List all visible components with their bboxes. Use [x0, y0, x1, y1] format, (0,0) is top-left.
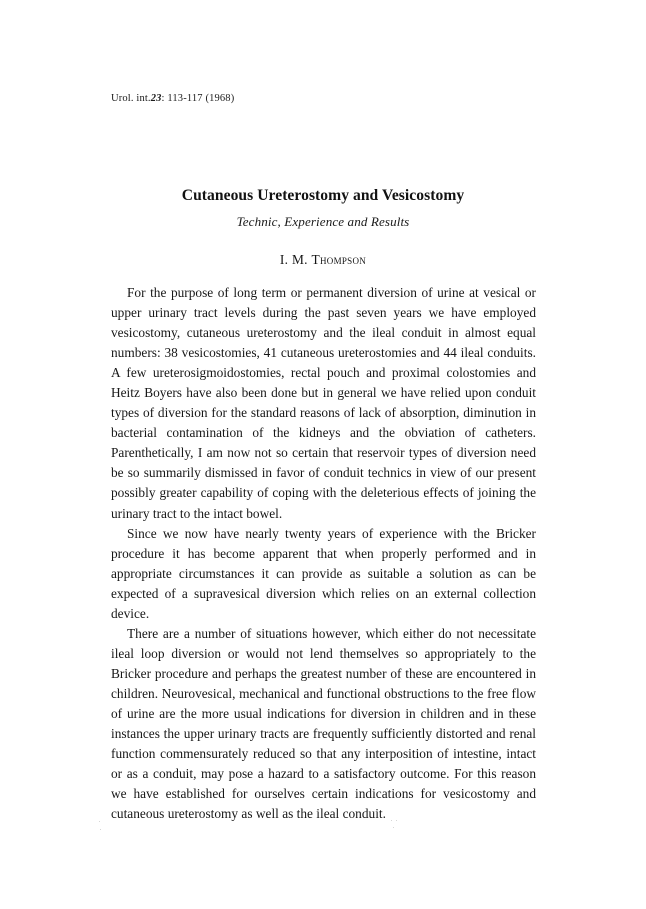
title-block [111, 186, 535, 268]
scan-speckle [100, 829, 101, 830]
article-author [111, 252, 535, 268]
running-head-pages: 113-117 [167, 93, 203, 104]
page-title: Cutaneous Ureterostomy and Vesicostomy [181, 187, 465, 204]
running-head-separator: : [161, 93, 165, 104]
running-head [111, 93, 234, 104]
scan-speckle [99, 821, 100, 822]
running-head-year: (1968) [205, 93, 235, 104]
scan-speckle [396, 820, 397, 821]
article-body [111, 283, 536, 824]
author-initials: I. M. [279, 252, 312, 268]
body-paragraph: There are a number of situations however, which either do not necessitate ileal loop diversion or would not lend themselves so appropriately to the Bricker procedure and perhaps the greatest number of these are encountered in children. Neurovesical, mechanical and functional obstructions to the free flow of urine are the more usual indications for diversion in children and in these instances the upper urinary tracts are frequently sufficiently distorted and renal function commensurately reduced so that any interposition of intestine, intact or as a conduit, may pose a hazard to a satisfactory outcome. For this reason we have established for ourselves certain indications for vesicostomy and cutaneous ureterostomy as well as the ileal conduit. [111, 625, 536, 822]
scan-speckle [391, 820, 392, 821]
running-head-journal: Urol. int. [111, 93, 151, 104]
body-paragraph: For the purpose of long term or permanent diversion of urine at vesical or upper urinary tract levels during the past seven years we have employed vesicostomy, cutaneous ureterostomy and the ileal conduit in almost equal numbers: 38 vesicostomies, 41 cutaneous ureterostomies and 44 ileal conduits. A few ureterosigmoidostomies, rectal pouch and proximal colostomies and Heitz Boyers have also been done but in general we have relied upon conduit types of diversion for the standard reasons of lack of absorption, diminution in bacterial contamination of the kidneys and the obviation of catheters. Parenthetically, I am now not so certain that reservoir types of diversion need be so summarily dismissed in favor of conduit technics in view of our present possibly greater capability of coping with the deleterious effects of joining the urinary tract to the intact bowel. [111, 285, 536, 521]
author-surname: Thompson [311, 252, 367, 268]
body-paragraph: Since we now have nearly twenty years of experience with the Bricker procedure it has become apparent that when properly performed and in appropriate circumstances it can provide as suitable a solution as can be expected of a supravesical diversion which relies on an external collection device. [111, 525, 536, 621]
scan-speckle [393, 827, 394, 828]
article-subtitle: Technic, Experience and Results [236, 214, 410, 230]
running-head-volume: 23 [150, 93, 162, 104]
